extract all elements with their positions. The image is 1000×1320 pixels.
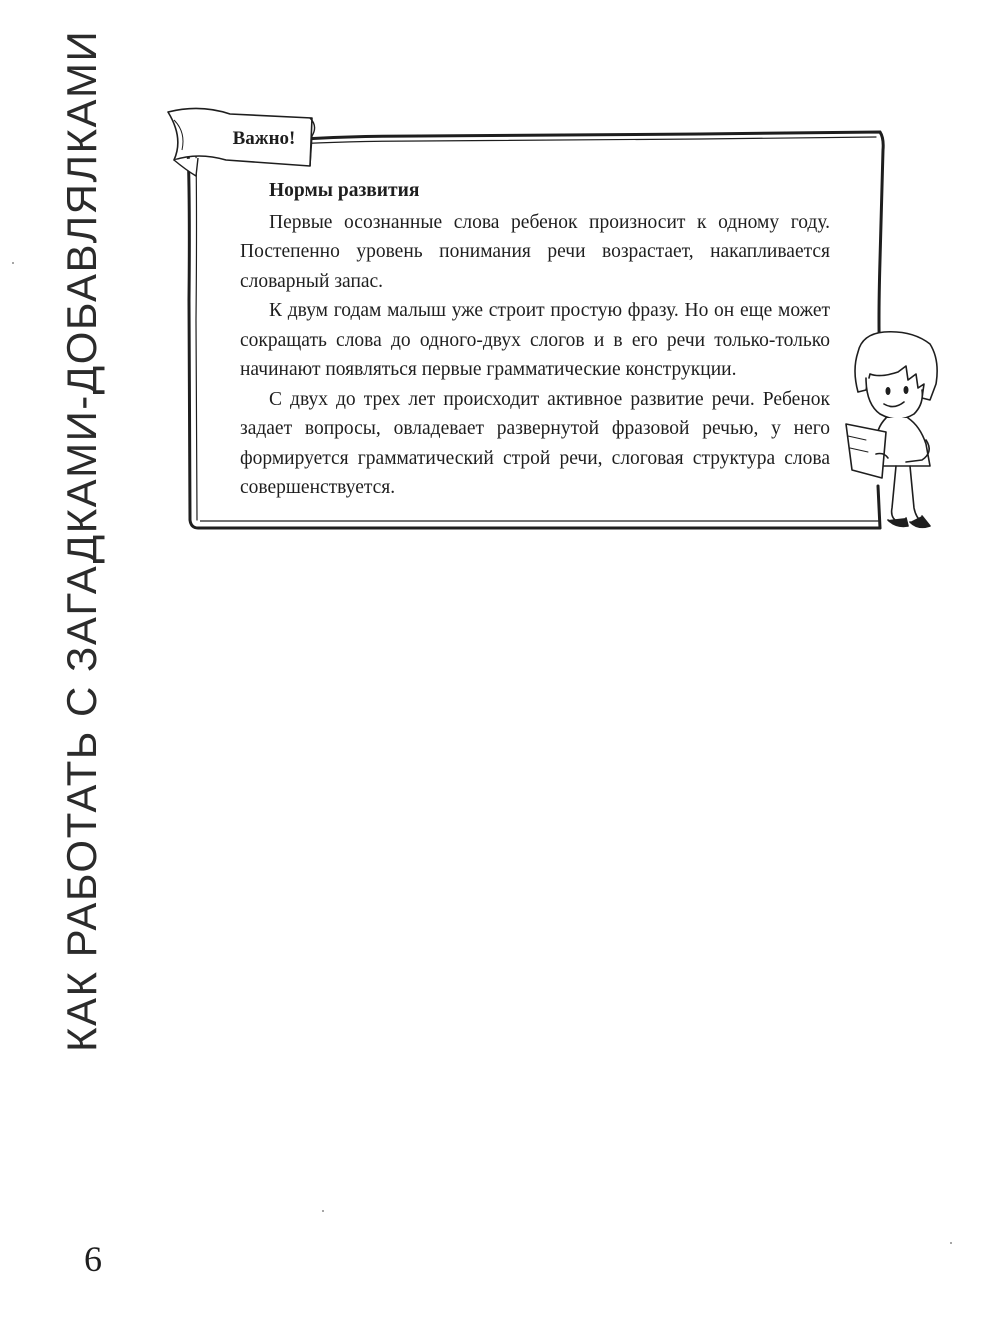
scan-speck — [950, 1242, 952, 1244]
page-number: 6 — [84, 1239, 102, 1279]
box-heading: Нормы развития — [269, 180, 420, 201]
girl-reading-icon — [846, 332, 937, 528]
scan-speck — [12, 262, 14, 264]
scan-speck — [322, 1210, 324, 1212]
chapter-title-vertical: КАК РАБОТАТЬ С ЗАГАДКАМИ-ДОБАВЛЯЛКАМИ — [58, 29, 105, 1052]
box-paragraph-2: К двум годам малыш уже строит простую фразу. Но он еще может сокращать слова до одного-двух слогов и в его речи только-только начинают появляться первые грамматические конструкции. — [240, 300, 830, 380]
box-paragraph-3: С двух до трех лет происходит активное развитие речи. Ребенок задает вопросы, овладевает развернутой фразовой речью, у него формируется грамматический строй речи, слоговая структура слова совершенствуется. — [240, 388, 830, 498]
important-box-text — [240, 176, 830, 503]
box-paragraph-1: Первые осознанные слова ребенок произносит к одному году. Постепенно уровень понимания речи возрастает, накапливается словарный запас. — [240, 211, 830, 292]
important-label: Важно! — [232, 128, 296, 149]
